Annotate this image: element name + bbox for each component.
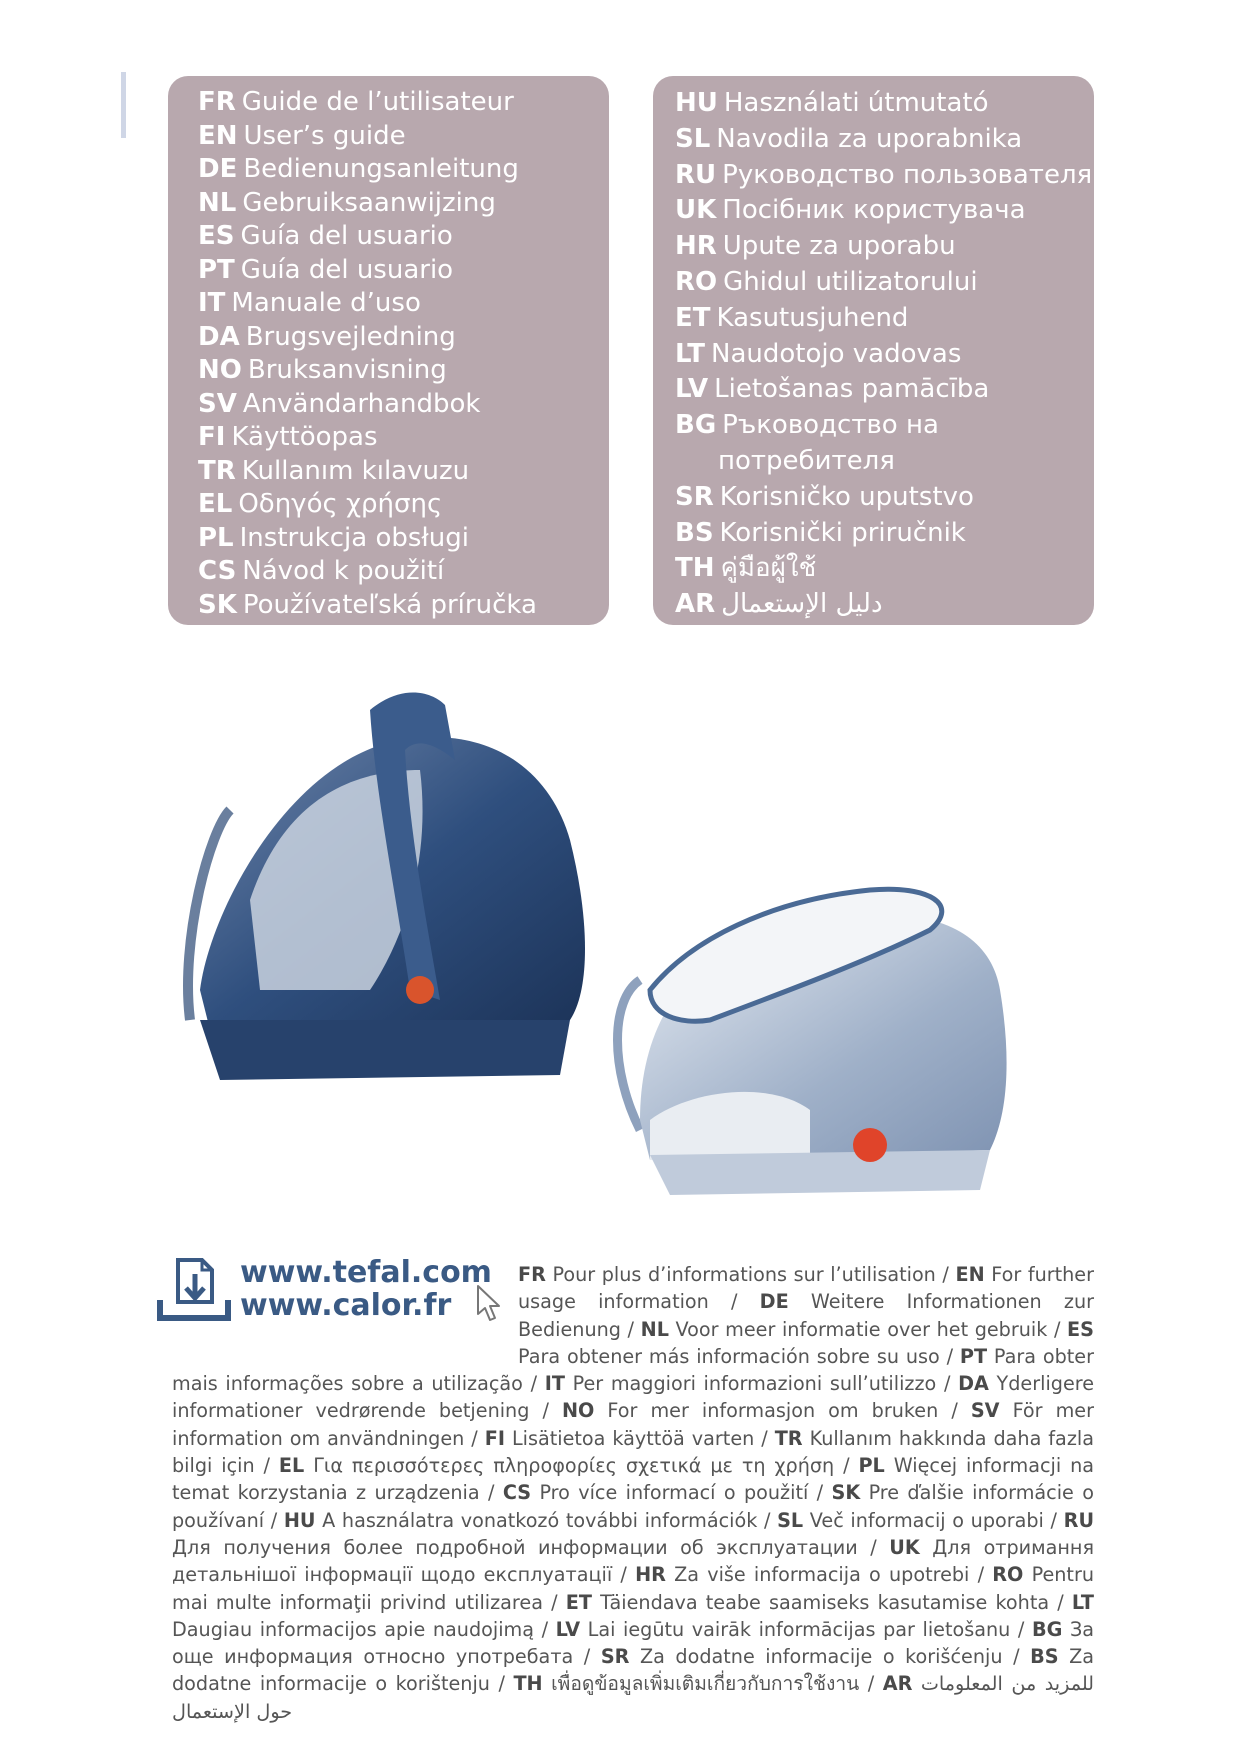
language-title-text: Kasutusjuhend — [716, 302, 909, 333]
language-title-fi — [198, 421, 609, 455]
language-title-text: Käyttöopas — [231, 422, 378, 452]
info-text: Yderligere informationer vedrørende betjening — [172, 1372, 1095, 1423]
language-title-el — [198, 488, 609, 522]
info-text: Več informacij o uporabi — [809, 1508, 1044, 1532]
language-title-text: Használati útmutató — [723, 88, 989, 118]
info-code: SK — [831, 1481, 861, 1505]
language-title-ru — [675, 158, 1094, 194]
language-code: TR — [198, 455, 236, 486]
language-title-text: Návod k použití — [242, 556, 445, 586]
language-title-text: потребителя — [718, 445, 895, 476]
info-text: Para obtener más información sobre su uso — [518, 1344, 940, 1368]
language-title-text: คู่มือผู้ใช้ — [720, 553, 817, 584]
info-text: Za dodatne informacije o korištenju — [172, 1645, 1094, 1696]
info-text: Za dodatne informacije o korišćenju — [639, 1645, 1003, 1669]
language-list-left — [168, 76, 609, 625]
info-text: Pour plus d’informations sur l’utilisation — [552, 1263, 936, 1286]
language-title-et — [675, 301, 1094, 337]
info-text: A használatra vonatkozó további információk — [322, 1508, 758, 1532]
language-title-text: Manuale d’uso — [231, 288, 421, 318]
language-list-right — [653, 76, 1094, 625]
info-code: SL — [777, 1508, 804, 1532]
info-text: Lisätietoa käyttöä varten — [511, 1426, 755, 1450]
info-code: EL — [278, 1454, 305, 1478]
info-text: For further usage information — [518, 1263, 1094, 1314]
info-text: Pro více informací o použití — [539, 1481, 809, 1505]
info-code: SR — [600, 1645, 630, 1669]
language-title-sk — [198, 589, 609, 623]
language-title-fr — [198, 86, 609, 120]
language-code: HR — [675, 231, 717, 262]
language-title-text: Navodila za uporabnika — [716, 123, 1023, 154]
info-text: للمزيد من المعلومات حول الإستعمال — [172, 1672, 1095, 1723]
language-title-en — [198, 120, 609, 154]
language-title-text: Instrukcja obsługi — [239, 522, 470, 553]
info-text: Para obter mais informações sobre a utilização — [172, 1344, 1094, 1396]
language-title-text: User’s guide — [243, 120, 406, 151]
info-text: Per maggiori informazioni sull’utilizzo — [572, 1372, 937, 1396]
language-code: AR — [675, 589, 716, 620]
info-code: IT — [544, 1372, 565, 1396]
language-title-bs — [675, 516, 1094, 552]
info-text: Täiendava teabe saamiseks kasutamise kohta — [600, 1590, 1050, 1614]
info-text: For mer informasjon om bruken — [607, 1399, 939, 1423]
info-code: RU — [1063, 1508, 1095, 1532]
language-title-lv — [675, 372, 1094, 408]
language-code: NO — [198, 355, 242, 385]
info-code: AR — [882, 1672, 913, 1696]
language-code: SV — [198, 388, 237, 419]
language-title-text: Ръководство на — [722, 410, 939, 441]
language-title-sl — [675, 122, 1094, 158]
language-code: EN — [198, 120, 238, 151]
language-code: SK — [198, 589, 237, 620]
language-title-lt — [675, 337, 1094, 373]
language-title-text: Používateľská príručka — [242, 589, 537, 620]
language-code: IT — [198, 288, 226, 318]
info-code: HR — [635, 1563, 666, 1587]
language-title-text: Guía del usuario — [240, 254, 454, 285]
language-title-de — [198, 153, 609, 187]
language-title-text: Brugsvejledning — [245, 321, 456, 352]
info-code: SV — [970, 1399, 1000, 1423]
language-title-text: Gebruiksaanwijzing — [242, 187, 496, 218]
language-code: BS — [675, 517, 714, 548]
info-code: LV — [555, 1617, 581, 1641]
info-code: NL — [640, 1317, 669, 1341]
info-text: Daugiau informacijos apie naudojimą — [172, 1617, 534, 1641]
language-title-text: Upute za uporabu — [722, 231, 956, 262]
language-title-text: Ghidul utilizatorului — [723, 266, 978, 297]
info-code: NO — [561, 1399, 595, 1423]
language-code: ET — [675, 302, 711, 333]
steam-generator-irons-image — [170, 690, 1110, 1230]
language-title-da — [198, 321, 609, 355]
info-code: BG — [1031, 1617, 1063, 1641]
info-text: เพื่อดูข้อมูลเพิ่มเติมเกี่ยวกับการใช้งาน — [551, 1672, 860, 1696]
language-code: TH — [675, 553, 715, 584]
language-title-cont — [675, 444, 1094, 480]
info-code: FI — [484, 1426, 505, 1450]
info-text: Pre ďalšie informácie o používaní — [172, 1481, 1094, 1532]
info-code: PT — [959, 1344, 988, 1368]
usage-information-paragraph: FR Pour plus d’informations sur l’utilisation / EN For further usage information / DE Weitere Informationen zur Bedienung / NL Voor meer informatie over het gebruik / ES Para obtener más información sobre su uso / PT Para obter mais informações sobre a utilização / IT Per maggiori informazioni sull’utilizzo / DA Yderligere informationer vedrørende betjening / NO For mer informasjon om bruken / SV För mer information om användningen / FI Lisätietoa käyttöä varten / TR Kullanım hakkında daha fazla bilgi için / EL Για περισσότερες πληροφορίες σχετικά με τη χρήση / PL Więcej informacji na temat korzystania z urządzenia / CS Pro více informací o použití / SK Pre ďalšie informácie o používaní / HU A használatra vonatkozó további információk / SL Več informacij o uporabi / RU Для получения более подробной информации об эксплуатации / UK Для отримання детальнішої інформації щодо експлуатації / HR Za više informacija o upotrebi / RO Pentru mai multe informaţii privind utilizarea / ET Täiendava teabe saamiseks kasutamise kohta / LT Daugiau informacijos apie naudojimą / LV Lai iegūtu vairāk informācijas par lietošanu / BG За още информация относно употребата / SR Za dodatne informacije o korišćenju / BS Za dodatne informacije o korištenju / TH เพื่อดูข้อมูลเพิ่มเติมเกี่ยวกับการใช้งาน / AR للمزيد من المعلومات حول الإستعمال — [172, 1263, 1095, 1723]
language-code: PL — [198, 522, 234, 553]
language-title-bg — [675, 408, 1094, 444]
info-text: За още информация относно употребата — [172, 1617, 1094, 1669]
info-code: TR — [774, 1426, 803, 1450]
language-title-hr — [675, 229, 1094, 265]
info-code: ES — [1067, 1317, 1094, 1341]
language-title-es — [198, 220, 609, 254]
language-code: LV — [675, 374, 709, 405]
info-code: LT — [1071, 1590, 1094, 1614]
language-title-text: Korisničko uputstvo — [719, 481, 974, 512]
info-text: För mer information om användningen — [172, 1399, 1094, 1450]
info-text: Za više informacija o upotrebi — [674, 1563, 970, 1587]
info-text: Для отримання детальнішої інформації щодо експлуатації — [172, 1535, 1095, 1587]
language-code: PT — [198, 254, 235, 285]
info-code: DA — [958, 1372, 989, 1396]
calor-url[interactable]: www.calor.fr — [240, 1288, 452, 1323]
language-title-sr — [675, 480, 1094, 516]
info-code: CS — [502, 1481, 532, 1505]
language-title-no — [198, 354, 609, 388]
language-title-text: Användarhandbok — [242, 388, 481, 419]
language-title-ro — [675, 265, 1094, 301]
language-code: DE — [198, 154, 238, 184]
language-title-text: Naudotojo vadovas — [711, 338, 962, 369]
info-code: RO — [992, 1563, 1024, 1587]
language-title-uk — [675, 193, 1094, 229]
language-title-text: Korisnički priručnik — [719, 517, 966, 548]
info-text: Więcej informacji na temat korzystania z urządzenia — [172, 1454, 1095, 1505]
language-title-tr — [198, 455, 609, 489]
language-code: EL — [198, 489, 233, 519]
language-title-text: Kullanım kılavuzu — [241, 455, 470, 486]
language-title-it — [198, 287, 609, 321]
language-code: UK — [675, 195, 717, 226]
language-code: LT — [675, 338, 705, 369]
language-code: HU — [675, 88, 718, 118]
language-title-nl — [198, 187, 609, 221]
info-text: Kullanım hakkında daha fazla bilgi için — [172, 1426, 1094, 1478]
language-code: ES — [198, 221, 235, 251]
language-code: RU — [675, 159, 717, 190]
info-code: HU — [283, 1508, 316, 1532]
language-title-text: Bruksanvisning — [247, 355, 447, 385]
language-code: RO — [675, 266, 718, 297]
info-code: EN — [955, 1263, 985, 1286]
language-code: BG — [675, 410, 717, 441]
language-code: CS — [198, 556, 237, 586]
language-title-pt — [198, 254, 609, 288]
language-code: FI — [198, 422, 226, 452]
language-title-text: Lietošanas pamācība — [714, 374, 990, 405]
language-code: DA — [198, 321, 240, 352]
language-title-text: Посібник користувача — [722, 195, 1026, 226]
language-title-text: Guía del usuario — [240, 221, 453, 251]
language-title-cs — [198, 555, 609, 589]
language-title-hu — [675, 86, 1094, 122]
info-text: Lai iegūtu vairāk informācijas par lietošanu — [587, 1617, 1011, 1641]
language-code: SR — [675, 481, 714, 512]
info-code: ET — [565, 1590, 592, 1614]
info-code: FR — [518, 1263, 546, 1286]
info-code: PL — [858, 1454, 885, 1478]
light-steam-iron — [618, 889, 1007, 1195]
info-text: Για περισσότερες πληροφορίες σχετικά με τη χρήση — [313, 1454, 835, 1478]
info-code: DE — [759, 1290, 789, 1314]
info-code: BS — [1030, 1645, 1059, 1669]
info-code: UK — [889, 1535, 920, 1559]
accent-bar — [121, 72, 126, 138]
language-title-text: دليل الإستعمال — [721, 589, 883, 620]
language-code: NL — [198, 187, 237, 218]
info-code: TH — [513, 1672, 543, 1696]
language-code: FR — [198, 87, 236, 117]
tefal-url[interactable]: www.tefal.com — [240, 1255, 492, 1290]
info-text: Weitere Informationen zur Bedienung — [518, 1290, 1094, 1341]
language-title-ar — [675, 587, 1094, 623]
info-text: Pentru mai multe informaţii privind utilizarea — [172, 1563, 1094, 1614]
language-title-text: Guide de l’utilisateur — [241, 87, 514, 117]
language-title-pl — [198, 522, 609, 556]
language-title-sv — [198, 388, 609, 422]
language-title-text: Οδηγός χρήσης — [238, 489, 443, 519]
language-title-text: Руководство пользователя — [722, 159, 1093, 190]
info-text: Для получения более подробной информации об эксплуатации — [172, 1535, 858, 1559]
dark-steam-iron — [188, 693, 585, 1081]
language-code: SL — [675, 123, 711, 154]
language-title-th — [675, 551, 1094, 587]
language-title-text: Bedienungsanleitung — [243, 154, 519, 184]
info-text: Voor meer informatie over het gebruik — [675, 1317, 1048, 1341]
